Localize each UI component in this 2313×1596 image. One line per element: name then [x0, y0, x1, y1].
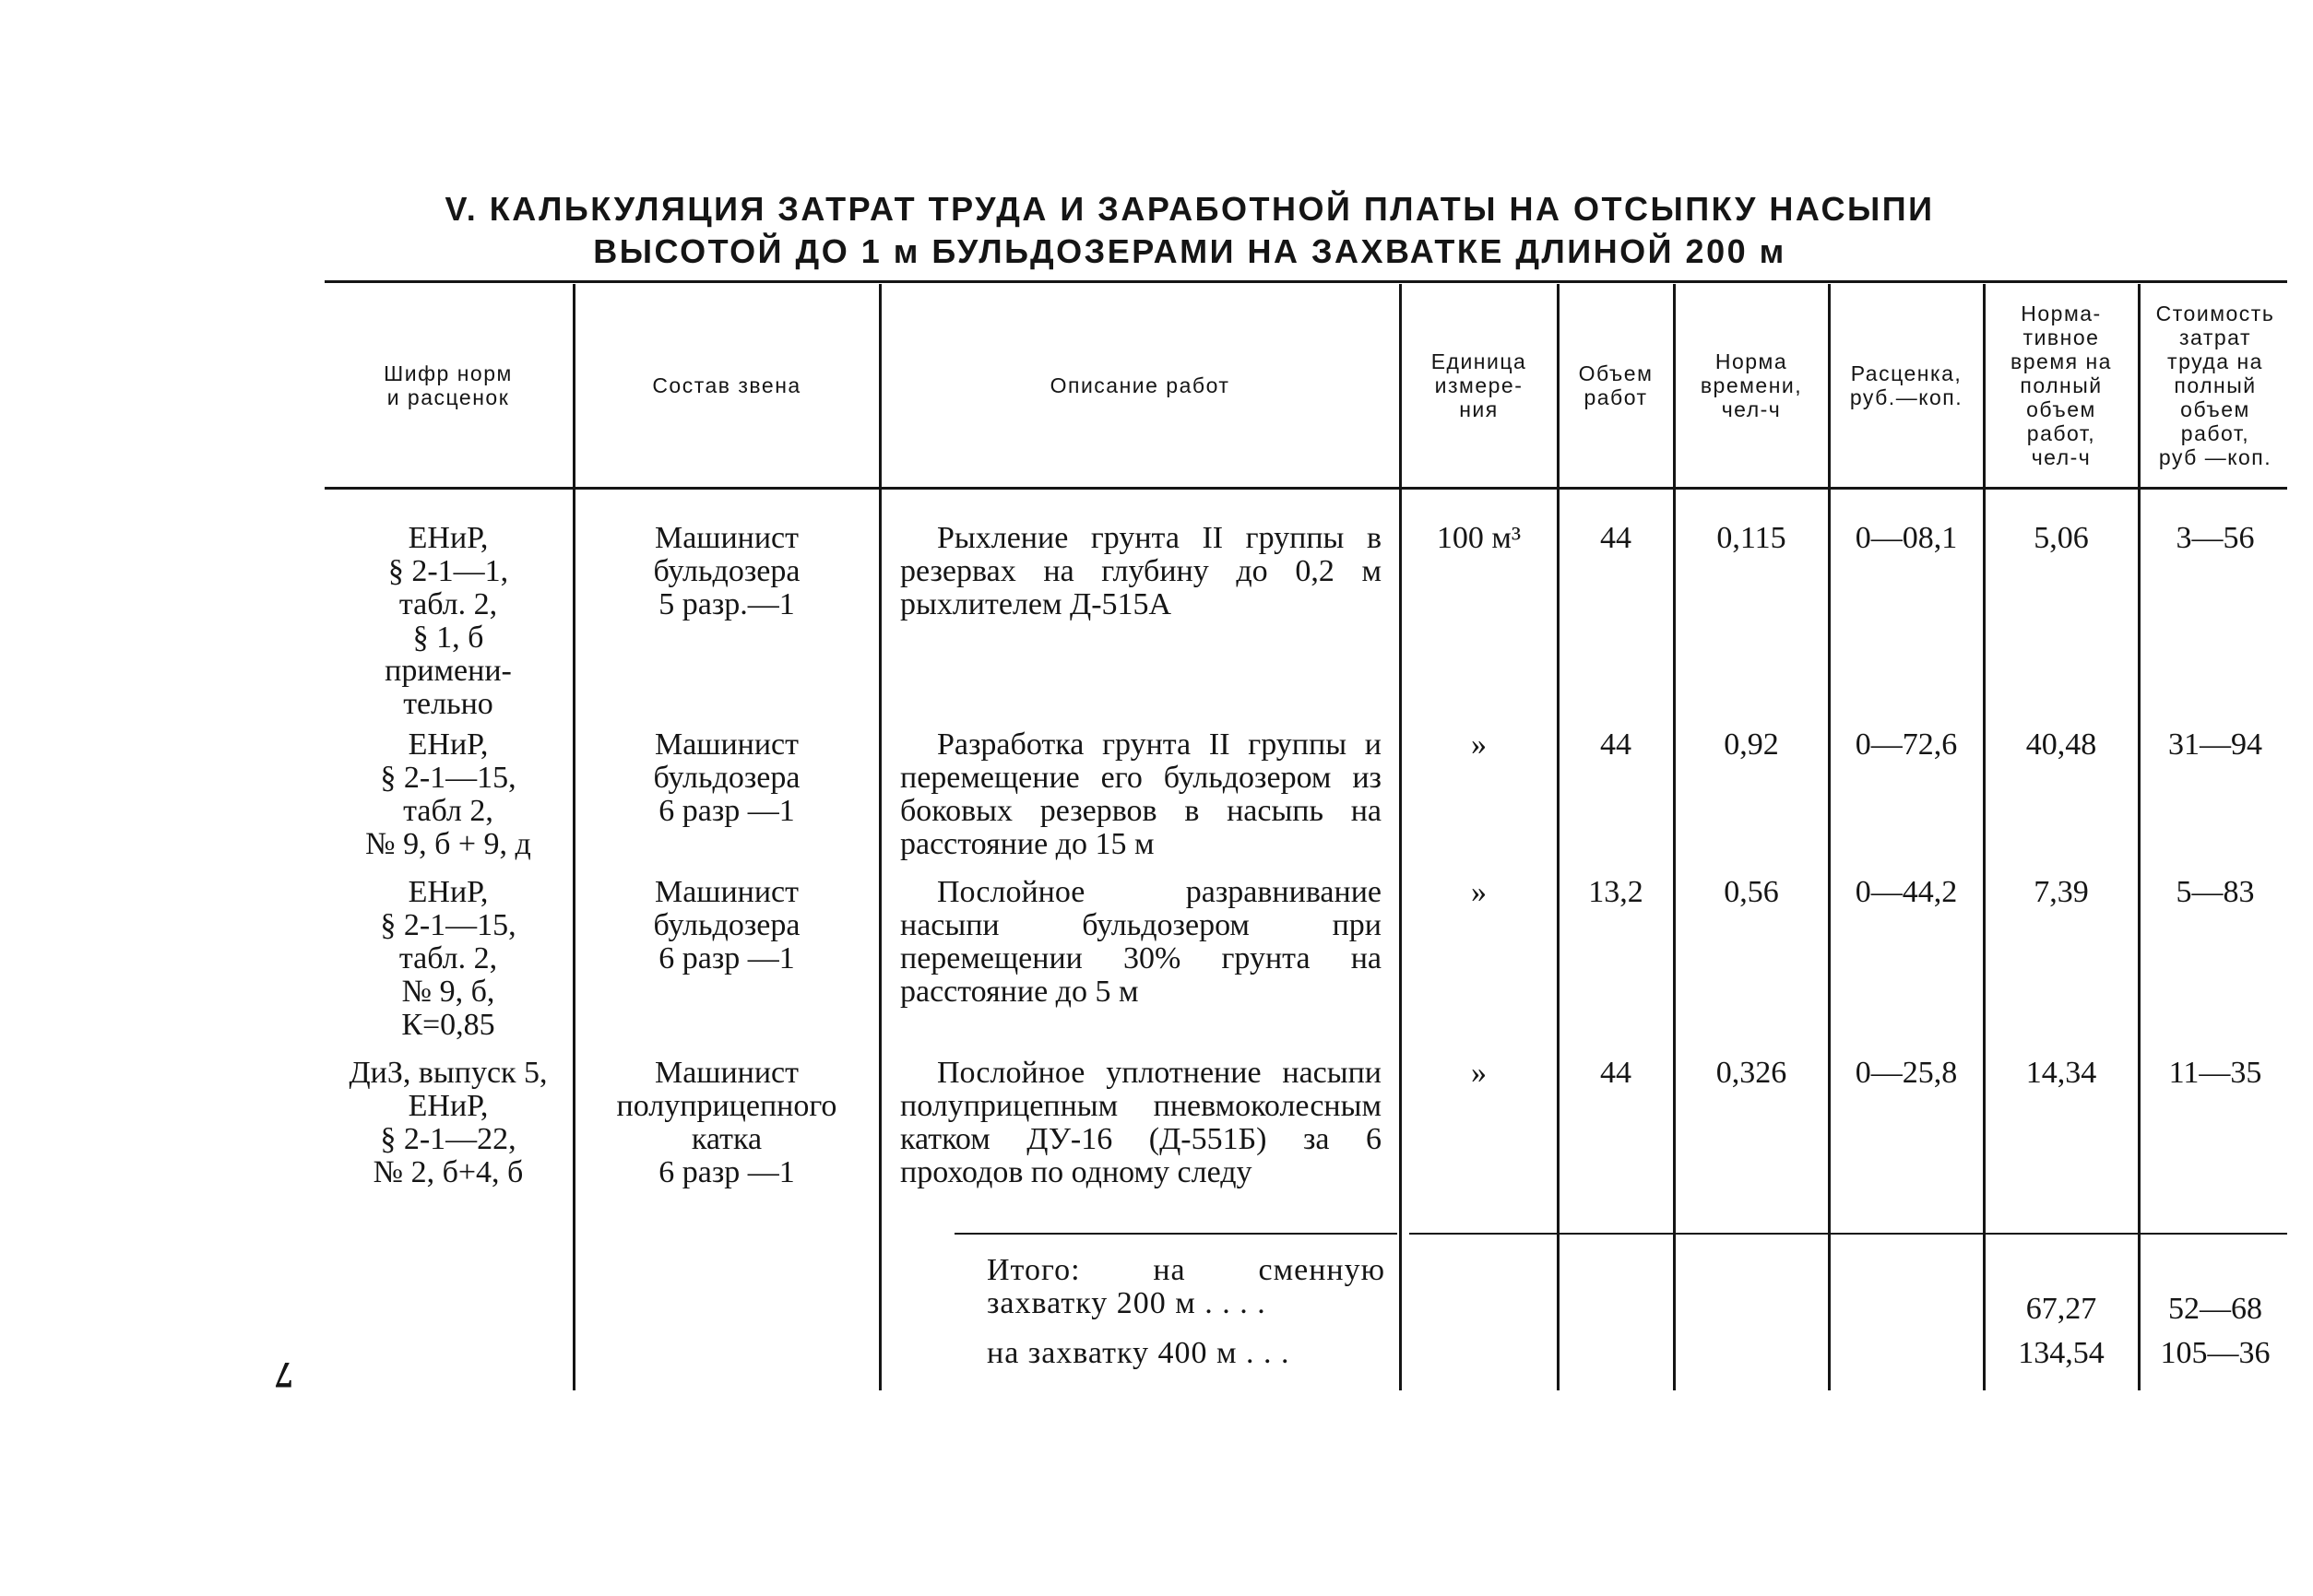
- total-label-shift: Итого: на сменную захватку 200 м . . . .: [987, 1253, 1385, 1320]
- cell-volume: 44: [1600, 1056, 1631, 1090]
- header-volume: Объем работ: [1578, 361, 1654, 409]
- desc-total-rule: [955, 1233, 1397, 1235]
- cell-normtime: 40,48: [2025, 727, 2097, 762]
- total-cost-400: 105—36: [2160, 1336, 2271, 1370]
- cell-code: ДиЗ, выпуск 5, ЕНиР, § 2-1—22, № 2, б+4, б: [349, 1056, 548, 1189]
- cell-code: ЕНиР, § 2-1—15, табл 2, № 9, б + 9, д: [365, 727, 531, 861]
- total-label-400: на захватку 400 м . . .: [987, 1336, 1290, 1370]
- cell-description: Послойное разравнивание насыпи бульдозером при перемещении 30% грунта на расстояние до 5 м: [900, 875, 1382, 1009]
- title-line-2: ВЫСОТОЙ ДО 1 м БУЛЬДОЗЕРАМИ НА ЗАХВАТКЕ ДЛИНОЙ 200 м: [593, 232, 1786, 270]
- cell-normtime: 5,06: [2034, 521, 2089, 555]
- page-number: 7: [275, 1354, 293, 1396]
- cell-crew: Машинист бульдозера 6 разр —1: [653, 727, 801, 828]
- cell-crew: Машинист полуприцепного катка 6 разр —1: [616, 1056, 837, 1189]
- cell-norm: 0,326: [1715, 1056, 1787, 1090]
- table-top-rule: [325, 280, 2287, 283]
- cell-normtime: 14,34: [2025, 1056, 2097, 1090]
- cell-volume: 44: [1600, 727, 1631, 762]
- cell-code: ЕНиР, § 2-1—15, табл. 2, № 9, б, К=0,85: [380, 875, 516, 1042]
- total-normtime-400: 134,54: [2018, 1336, 2105, 1370]
- cell-unit: »: [1471, 875, 1487, 909]
- total-normtime-shift: 67,27: [2025, 1292, 2097, 1326]
- cell-unit: »: [1471, 1056, 1487, 1090]
- cell-crew: Машинист бульдозера 5 разр.—1: [653, 521, 801, 621]
- cell-rate: 0—08,1: [1855, 521, 1958, 555]
- cell-unit: 100 м³: [1436, 521, 1522, 555]
- cell-description: Разработка грунта II группы и перемещение его бульдозером из боковых резервов в насыпь на расстояние до 15 м: [900, 727, 1382, 861]
- header-unit: Единица измере- ния: [1430, 349, 1527, 421]
- header-code: Шифр норм и расценок: [384, 361, 513, 409]
- values-total-rule: [1409, 1233, 2287, 1235]
- cell-norm: 0,92: [1724, 727, 1779, 762]
- cell-rate: 0—25,8: [1855, 1056, 1958, 1090]
- cell-cost: 5—83: [2176, 875, 2255, 909]
- header-norm: Норма времени, чел-ч: [1700, 349, 1803, 421]
- header-crew: Состав звена: [652, 373, 801, 397]
- cell-unit: »: [1471, 727, 1487, 762]
- total-cost-shift: 52—68: [2168, 1292, 2262, 1326]
- cell-normtime: 7,39: [2034, 875, 2089, 909]
- cell-crew: Машинист бульдозера 6 разр —1: [653, 875, 801, 975]
- title-line-1: V. КАЛЬКУЛЯЦИЯ ЗАТРАТ ТРУДА И ЗАРАБОТНОЙ ПЛАТЫ НА ОТСЫПКУ НАСЫПИ: [445, 190, 1935, 228]
- cell-cost: 3—56: [2176, 521, 2255, 555]
- cell-cost: 11—35: [2168, 1056, 2262, 1090]
- header-cost: Стоимость затрат труда на полный объем работ, руб —коп.: [2155, 301, 2275, 469]
- cell-volume: 44: [1600, 521, 1631, 555]
- cell-norm: 0,115: [1716, 521, 1786, 555]
- cell-volume: 13,2: [1588, 875, 1643, 909]
- cell-norm: 0,56: [1724, 875, 1779, 909]
- header-bottom-rule: [325, 487, 2287, 490]
- header-rate: Расценка, руб.—коп.: [1849, 361, 1963, 409]
- cell-cost: 31—94: [2168, 727, 2262, 762]
- cell-code: ЕНиР, § 2-1—1, табл. 2, § 1, б примени- тельно: [385, 521, 512, 721]
- cell-description: Рыхление грунта II группы в резервах на глубину до 0,2 м рыхлителем Д-515А: [900, 521, 1382, 621]
- header-normtime: Норма- тивное время на полный объем работ, чел-ч: [2011, 301, 2112, 469]
- header-description: Описание работ: [1050, 373, 1230, 397]
- cell-description: Послойное уплотнение насыпи полуприцепным пневмоколесным катком ДУ-16 (Д-551Б) за 6 проходов по одному следу: [900, 1056, 1382, 1189]
- cell-rate: 0—44,2: [1855, 875, 1958, 909]
- cell-rate: 0—72,6: [1855, 727, 1958, 762]
